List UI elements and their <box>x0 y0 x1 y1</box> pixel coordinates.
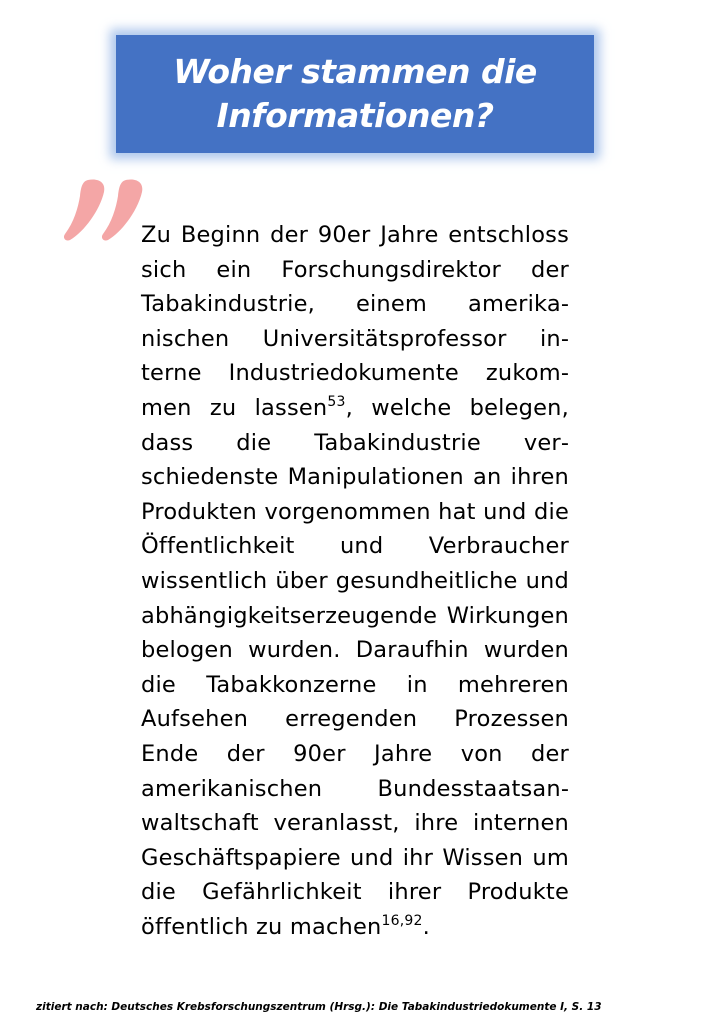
body-text-part-3: . <box>422 913 430 940</box>
body-text-part-1: Zu Beginn der 90er Jahre entschloss sich ein Forschungsdirektor der Tabakindustrie, einem amerikanischen Universitätsprofessor interne Industriedokumente zukommen zu lassen <box>141 222 569 421</box>
closing-double-quote-icon <box>58 170 148 250</box>
title-line-1: Woher stammen die <box>173 52 537 91</box>
page-title <box>145 50 565 138</box>
title-line-2: Informationen? <box>216 96 494 135</box>
reference-superscript-16-92: 16,92 <box>381 912 423 929</box>
source-citation: zitiert nach: Deutsches Krebsforschungszentrum (Hrsg.): Die Tabakindustriedokumente I, S. 13 <box>36 1001 602 1013</box>
reference-superscript-53: 53 <box>327 393 346 410</box>
body-text-part-2: , welche belegen, dass die Tabakindustrie verschiedenste Manipulationen an ihren Produkten vorgenommen hat und die Öffentlichkeit und Verbraucher wissentlich über gesundheitliche und abhängigkeitserzeugende Wirkungen belogen wurden. Daraufhin wurden die Tabakkonzerne in mehreren Aufsehen erregenden Prozessen Ende der 90er Jahre von der amerikanischen Bundesstaatsanwaltschaft veranlasst, ihre internen Geschäftspapiere und ihr Wissen um die Gefährlichkeit ihrer Produkte öffentlich zu machen <box>141 394 569 940</box>
quote-body-text <box>141 218 569 944</box>
title-banner <box>116 35 594 153</box>
